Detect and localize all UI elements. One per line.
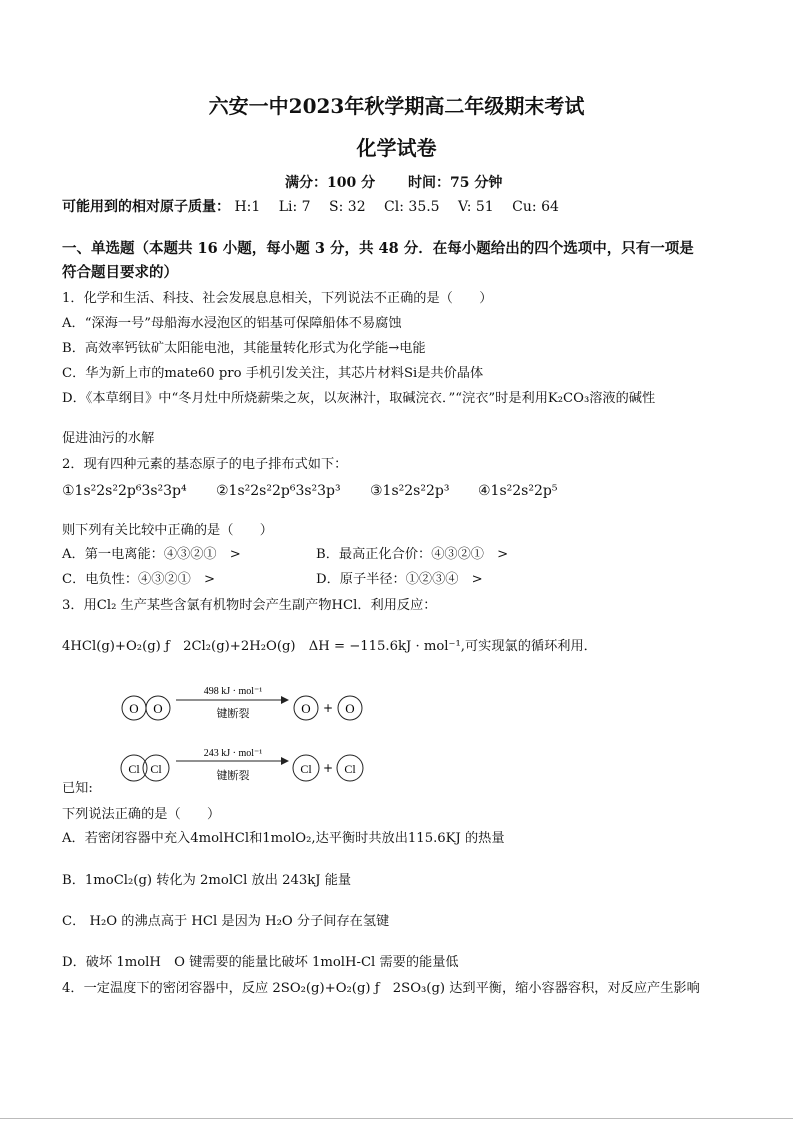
cl2-atom-1: Cl bbox=[128, 762, 140, 776]
q2-option-c: C．电负性：④③②① > bbox=[62, 572, 216, 587]
q1-option-a: A．“深海一号”母船海水浸泡区的铝基可保障船体不易腐蚀 bbox=[62, 316, 402, 331]
cl2-molecule bbox=[121, 755, 169, 781]
q1-stem: 1．化学和生活、科技、社会发展息息相关，下列说法不正确的是（ ） bbox=[62, 291, 493, 306]
bond-energy-diagram bbox=[116, 680, 376, 790]
atomic-mass-values: H:1 Li: 7 S: 32 Cl: 35.5 V: 51 Cu: 64 bbox=[234, 199, 559, 215]
cl2-atom-2: Cl bbox=[150, 762, 162, 776]
q3-known: 已知: bbox=[62, 781, 93, 796]
o-atom-product-2: O bbox=[345, 701, 355, 716]
score-time: 满分：100 分 时间：75 分钟 bbox=[285, 175, 503, 191]
cl2-bond-energy: 243 kJ · mol⁻¹ bbox=[203, 748, 263, 759]
q3-equation-tail: ,可实现氯的循环利用． bbox=[460, 639, 597, 654]
q2-config-4: ④1s²2s²2p⁵ bbox=[478, 483, 558, 499]
exam-subtitle: 化学试卷 bbox=[356, 136, 437, 160]
cl-plus: + bbox=[322, 761, 334, 775]
section-heading-cont: 符合题目要求的） bbox=[62, 264, 178, 281]
q3-stem: 3．用Cl₂ 生产某些含氯有机物时会产生副产物HCl．利用反应： bbox=[62, 598, 437, 613]
q1-option-d-formula: K₂CO₃ bbox=[547, 391, 590, 406]
o2-break-label: 键断裂 bbox=[216, 707, 250, 720]
q2-config-3: ③1s²2s²2p³ bbox=[370, 483, 450, 499]
cl2-break-label: 键断裂 bbox=[216, 769, 250, 782]
q3-ask: 下列说法正确的是（ ） bbox=[62, 807, 221, 822]
q1-option-d-cont: 促进油污的水解 bbox=[62, 431, 155, 446]
o2-bond-energy: 498 kJ · mol⁻¹ bbox=[203, 686, 263, 697]
o2-atom-1: O bbox=[129, 701, 139, 716]
q3-equation-body: 4HCl(g)+O₂(g) ƒ 2Cl₂(g)+2H₂O(g) ΔH = −115.6kJ · mol⁻¹ bbox=[62, 639, 461, 654]
q3-option-a: A．若密闭容器中充入4molHCl和1molO₂,达平衡时共放出115.6KJ 的热量 bbox=[62, 831, 505, 846]
q3-option-c: C． H₂O 的沸点高于 HCl 是因为 H₂O 分子间存在氢键 bbox=[62, 914, 390, 929]
q2-config-2: ②1s²2s²2p⁶3s²3p³ bbox=[216, 483, 341, 499]
q1-option-c: C．华为新上市的mate60 pro 手机引发关注，其芯片材料Si是共价晶体 bbox=[62, 366, 484, 381]
q2-option-b: B．最高正化合价：④③②① > bbox=[316, 547, 509, 562]
o2-molecule bbox=[122, 696, 170, 720]
q1-option-d bbox=[62, 390, 655, 408]
atomic-mass-line bbox=[62, 198, 559, 216]
q2-option-d: D．原子半径：①②③④ > bbox=[316, 572, 483, 587]
q2-config-1: ①1s²2s²2p⁶3s²3p⁴ bbox=[62, 483, 187, 499]
q4-stem: 4．一定温度下的密闭容器中，反应 2SO₂(g)+O₂(g) ƒ 2SO₃(g) 达到平衡，缩小容器容积，对反应产生影响 bbox=[62, 981, 700, 996]
o-plus: + bbox=[322, 701, 334, 715]
page-bottom-rule bbox=[0, 1118, 793, 1119]
exam-title: 六安一中2023年秋学期高二年级期末考试 bbox=[208, 94, 585, 118]
section-heading: 一、单选题（本题共 16 小题，每小题 3 分，共 48 分．在每小题给出的四个选项中，只有一项是 bbox=[62, 240, 694, 257]
cl-atom-product-2: Cl bbox=[344, 762, 356, 776]
q1-option-d-text: D．《本草纲目》中“冬月灶中所烧薪柴之灰，以灰淋汁，取碱浣衣．”“浣衣”时是利用 bbox=[62, 391, 548, 406]
q2-ask: 则下列有关比较中正确的是（ ） bbox=[62, 523, 273, 538]
atomic-mass-label: 可能用到的相对原子质量： bbox=[62, 199, 230, 215]
q1-option-b: B．高效率钙钛矿太阳能电池，其能量转化形式为化学能→电能 bbox=[62, 341, 426, 356]
q3-equation bbox=[62, 638, 597, 656]
q3-option-b: B．1moCl₂(g) 转化为 2molCl 放出 243kJ 能量 bbox=[62, 873, 352, 888]
q2-stem: 2．现有四种元素的基态原子的电子排布式如下： bbox=[62, 457, 348, 472]
o-atom-product-1: O bbox=[301, 701, 311, 716]
cl-atom-product-1: Cl bbox=[300, 762, 312, 776]
q3-option-d: D．破坏 1molH O 键需要的能量比破坏 1molH-Cl 需要的能量低 bbox=[62, 955, 459, 970]
o2-atom-2: O bbox=[153, 701, 163, 716]
q1-option-d-tail: 溶液的碱性 bbox=[589, 391, 656, 406]
q2-option-a: A．第一电离能：④③②① > bbox=[62, 547, 241, 562]
